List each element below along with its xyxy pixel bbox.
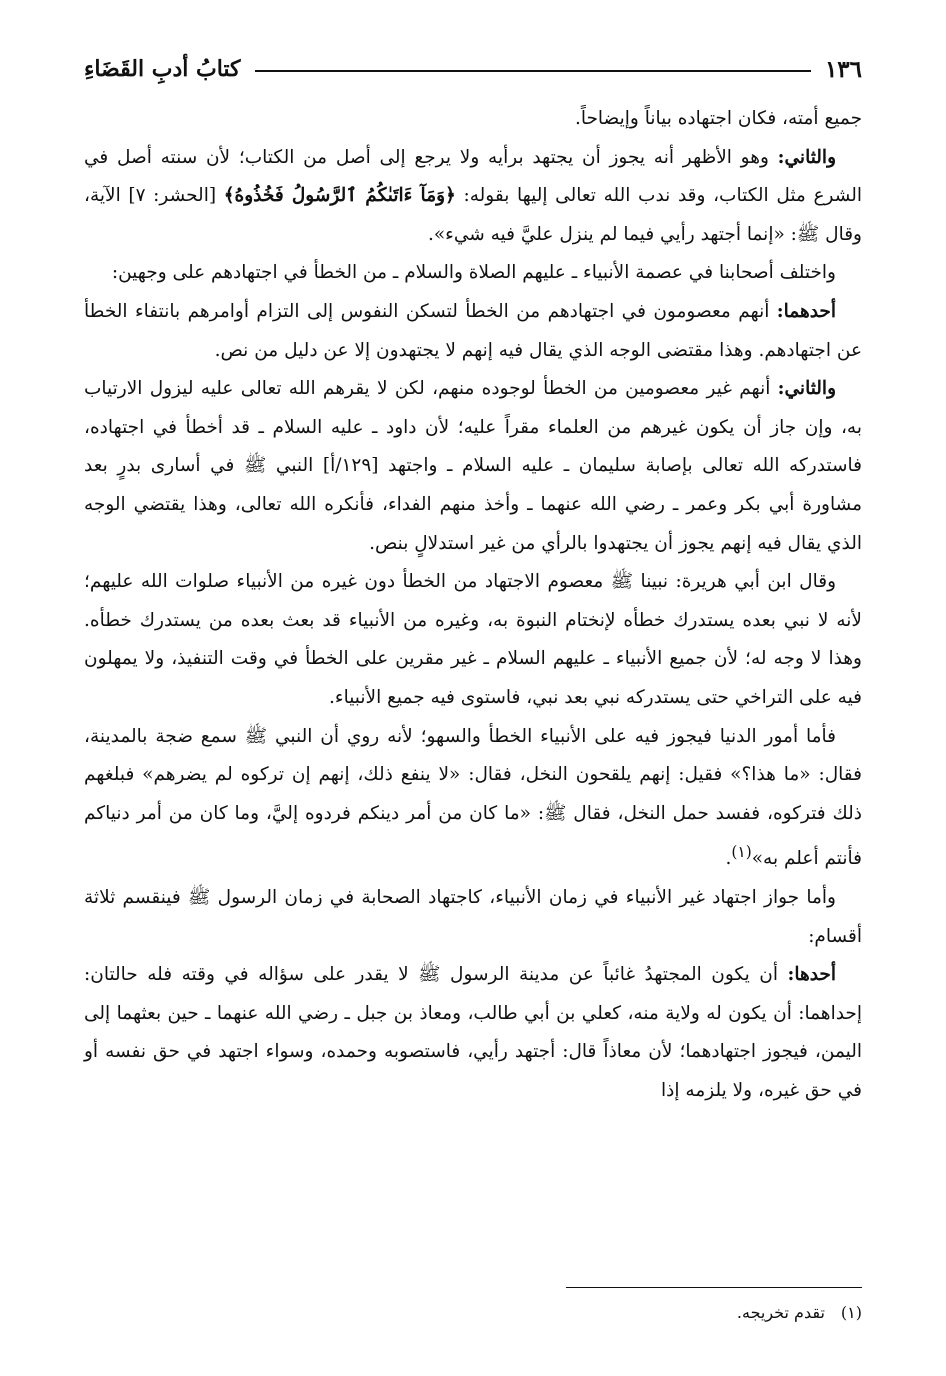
book-title: كتابُ أدبِ القَضَاءِ	[84, 56, 241, 82]
section-heading: أحدهما:	[776, 300, 836, 322]
main-text	[84, 100, 862, 1111]
paragraph: وأما جواز اجتهاد غير الأنبياء في زمان الأنبياء، كاجتهاد الصحابة في زمان الرسول ﷺ فينقسم ثلاثة أقسام:	[84, 887, 862, 947]
paragraph: فأما أمور الدنيا فيجوز فيه على الأنبياء الخطأ والسهو؛ لأنه روي أن النبي ﷺ سمع ضجة بالمدينة، فقال: «ما هذا؟» فقيل: إنهم يلقحون النخل، فقال: «لا ينفع ذلك، إنهم إن تركوه لم يضرهم» فبلغهم ذلك فتركوه، ففسد حمل النخل، فقال ﷺ: «ما كان من أمر دينكم فردوه إليَّ، وما كان من أمر دنياكم فأنتم أعلم به»$^{(١)}$.	[84, 725, 862, 870]
section-heading: والثاني:	[777, 146, 836, 168]
footnote-marker[interactable]: (١)	[731, 843, 752, 862]
section-heading: أحدها:	[787, 964, 836, 986]
paragraph: أحدها: أن يكون المجتهدُ غائباً عن مدينة الرسول ﷺ لا يقدر على سؤاله في وقته فله حالتان: إحداهما: أن يكون له ولاية منه، كعلي بن أبي طالب، ومعاذ بن جبل ـ رضي الله عنهما ـ حين بعثهما إلى اليمن، فيجوز اجتهادهما؛ لأن معاذاً قال: أجتهد رأيي، فاستصوبه وحمده، وسواء اجتهد في حق نفسه أو في حق غيره، ولا يلزمه إذا	[84, 964, 862, 1101]
quran-quote: ﴿وَمَآ ءَاتَىٰكُمُ ٱلرَّسُولُ فَخُذُوهُ﴾	[223, 185, 456, 207]
paragraph: والثاني: وهو الأظهر أنه يجوز أن يجتهد برأيه ولا يرجع إلى أصل من الكتاب؛ لأن سنته أصل في الشرع مثل الكتاب، وقد ندب الله تعالى إليها بقوله: ﴿وَمَآ ءَاتَىٰكُمُ ٱلرَّسُولُ فَخُذُوهُ﴾ [الحشر: ٧] الآية، وقال ﷺ: «إنما أجتهد رأيي فيما لم ينزل عليَّ فيه شيء».	[84, 146, 862, 245]
paragraph-continuation: جميع أمته، فكان اجتهاده بياناً وإيضاحاً.	[574, 108, 862, 129]
footnote-rule	[566, 1287, 862, 1288]
section-heading: والثاني:	[777, 378, 836, 400]
paragraph: والثاني: أنهم غير معصومين من الخطأ لوجوده منهم، لكن لا يقرهم الله تعالى عليه ليزول الارتياب به، وإن جاز أن يكون غيرهم من العلماء مقراً عليه؛ لأن داود ـ عليه السلام ـ قد أخطأ في اجتهاده، فاستدركه الله تعالى بإصابة سليمان ـ عليه السلام ـ واجتهد [١٢٩/أ] النبي ﷺ في أسارى بدرٍ بعد مشاورة أبي بكر وعمر ـ رضي الله عنهما ـ وأخذ منهم الفداء، فأنكره الله تعالى، وهذا يقتضي الوجه الذي يقال فيه إنهم يجوز أن يجتهدوا بالرأي من غير استدلالٍ بنص.	[84, 378, 862, 554]
paragraph: أحدهما: أنهم معصومون في اجتهادهم من الخطأ لتسكن النفوس إلى التزام أوامرهم بانتفاء الخطأ عن اجتهادهم. وهذا مقتضى الوجه الذي يقال فيه إنهم لا يجتهدون إلا عن دليل من نص.	[84, 300, 862, 361]
running-header	[84, 52, 862, 86]
footnote	[84, 1300, 862, 1326]
paragraph: وقال ابن أبي هريرة: نبينا ﷺ معصوم الاجتهاد من الخطأ دون غيره من الأنبياء صلوات الله عليهم؛ لأنه لا نبي بعده يستدرك خطأه لإنختام النبوة به، وغيره من الأنبياء قد بعث بعده من يستدرك خطأه. وهذا لا وجه له؛ لأن جميع الأنبياء ـ عليهم السلام ـ غير مقرين على الخطأ في وقت التنفيذ، ولا يمهلون فيه على التراخي حتى يستدركه نبي بعد نبي، فاستوى فيه جميع الأنبياء.	[84, 571, 862, 708]
paragraph: واختلف أصحابنا في عصمة الأنبياء ـ عليهم الصلاة والسلام ـ من الخطأ في اجتهادهم على وجهين:	[111, 262, 836, 284]
header-rule	[255, 70, 811, 72]
page-number: ١٣٦	[824, 55, 862, 83]
footnote-text: تقدم تخريجه.	[736, 1303, 825, 1322]
footnote-number: (١)	[840, 1303, 862, 1322]
